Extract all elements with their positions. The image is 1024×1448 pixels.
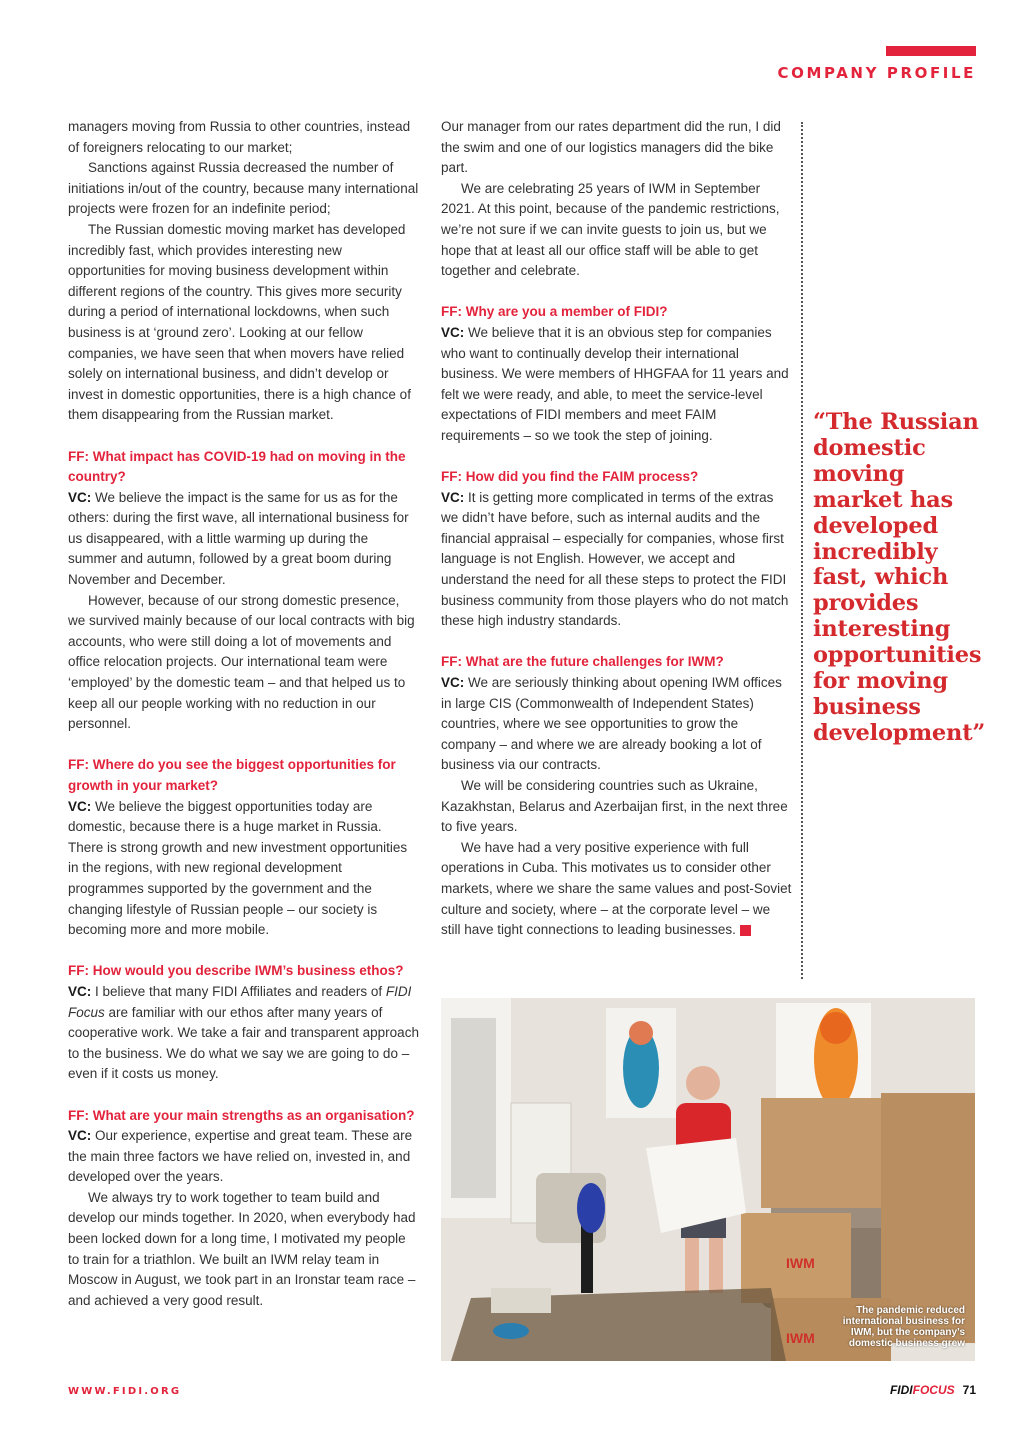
question-heading: FF: Where do you see the biggest opportunities for growth in your market? — [68, 757, 396, 793]
answer-text: I believe that many FIDI Affiliates and readers of — [91, 983, 386, 999]
answer-paragraph — [68, 982, 420, 1085]
photo-caption: The pandemic reduced international business for IWM, but the company’s domestic business grew — [842, 1305, 965, 1349]
middle-column — [441, 117, 793, 941]
answer-paragraph — [441, 323, 793, 447]
answer-paragraph — [68, 1126, 420, 1188]
answer-paragraph — [441, 488, 793, 632]
paragraph: We always try to work together to team build and develop our minds together. In 2020, when everybody had been locked down for a long time, I motivated my people to train for a triathlon. We built an IWM relay team in Moscow in August, we took part in an Ironstar team race – and achieved a very good result. — [68, 1189, 416, 1308]
box-label: IWM — [786, 1255, 815, 1271]
question-heading: FF: What are the future challenges for IWM? — [441, 654, 724, 670]
page-number: 71 — [962, 1383, 976, 1397]
speaker-label: VC: — [68, 798, 92, 814]
paragraph: managers moving from Russia to other countries, instead of foreigners relocating to our market; — [68, 119, 411, 155]
answer-text: We believe that it is an obvious step for companies who want to continually develop their international business. We were members of HHGFAA for 11 years and felt we were ready, and able, to meet the service-level expectations of FIDI members and meet FAIM requirements – so we took the step of joining. — [441, 324, 789, 443]
paragraph — [441, 838, 793, 941]
question-heading: FF: Why are you a member of FIDI? — [441, 304, 668, 320]
answer-text: We believe the impact is the same for us as for the others: during the first wave, all international business for us disappeared, with a little warming up during the summer and autumn, followed by a great boom during November and December. — [68, 489, 409, 588]
box-label: IWM — [786, 1330, 815, 1346]
paragraph: However, because of our strong domestic presence, we survived mainly because of our local contracts with big accounts, who were still doing a lot of movements and office relocation projects. Our international team were ‘employed’ by the domestic team – and that helped us to keep all our people working with no reduction in our personnel. — [68, 592, 415, 732]
speaker-label: VC: — [68, 983, 92, 999]
paragraph: Sanctions against Russia decreased the number of initiations in/out of the country, because many international projects were frozen for an indefinite period; — [68, 160, 419, 217]
publication-name: FIDI Focus — [68, 983, 412, 1020]
answer-text: are familiar with our ethos after many years of cooperative work. We take a fair and transparent approach to the business. We do what we say we are going to do – even if it costs us money. — [68, 1004, 419, 1082]
speaker-label: VC: — [68, 1128, 92, 1144]
question-heading: FF: What are your main strengths as an organisation? — [68, 1107, 415, 1123]
speaker-label: VC: — [68, 489, 92, 505]
pull-quote: “The Russian domestic moving market has developed incredibly fast, which provides interesting opportunities for moving business development” — [813, 409, 986, 746]
left-column — [68, 117, 420, 1311]
question-heading: FF: What impact has COVID-19 had on moving in the country? — [68, 448, 406, 485]
speaker-label: VC: — [441, 324, 465, 340]
footer-url: WWW.FIDI.ORG — [68, 1386, 182, 1397]
answer-paragraph — [68, 488, 420, 591]
article-photo — [441, 998, 975, 1361]
answer-text: We believe the biggest opportunities today are domestic, because there is a huge market in Russia. There is strong growth and new investment opportunities in the regions, with new regional development programmes supported by the government and the changing lifestyle of Russian people – our society is becoming more and more mobile. — [68, 798, 408, 938]
column-divider — [801, 122, 803, 979]
section-label: COMPANY PROFILE — [777, 64, 976, 82]
answer-text: Our experience, expertise and great team. These are the main three factors we have relied on, invested in, and developed over the years. — [68, 1128, 413, 1185]
question-heading: FF: How would you describe IWM’s business ethos? — [68, 963, 404, 979]
answer-text: We are seriously thinking about opening IWM offices in large CIS (Commonwealth of Independent States) countries, where we see opportunities to grow the company – and where we are already booking a lot of business via our contracts. — [441, 675, 782, 773]
paragraph: We are celebrating 25 years of IWM in September 2021. At this point, because of the pandemic restrictions, we’re not sure if we can invite guests to join us, but we hope that at least all our office staff will be able to get together and celebrate. — [441, 180, 780, 279]
speaker-label: VC: — [441, 675, 465, 691]
answer-paragraph — [441, 673, 793, 776]
answer-text: We have had a very positive experience with full operations in Cuba. This motivates us to consider other markets, where we share the same values and post-Soviet culture and society, where – at the corporate level – we still have tight connections to leading businesses. — [441, 839, 792, 938]
answer-text: It is getting more complicated in terms of the extras we didn’t have before, such as internal audits and the financial appraisal – especially for companies, whose first language is not English. However, we accept and understand the need for all these steps to protect the FIDI business community from those players who do not match these high industry standards. — [441, 489, 789, 629]
brand-fidi: FIDI — [889, 1383, 913, 1397]
header-accent-bar — [886, 46, 976, 56]
question-heading: FF: How did you find the FAIM process? — [441, 469, 699, 485]
answer-paragraph — [68, 797, 420, 941]
brand-focus: FOCUS — [912, 1383, 955, 1397]
paragraph: The Russian domestic moving market has developed incredibly fast, which provides interesting new opportunities for moving business development within different regions of the country. This gives more security during a period of international lockdowns, when such business is at ‘ground zero’. Looking at our fellow companies, we have seen that when movers have relied solely on international business, and didn’t develop or invest in domestic opportunities, there is a high chance of them disappearing from the Russian market. — [68, 221, 411, 423]
footer-brand — [890, 1383, 976, 1397]
end-mark-icon: ff — [740, 925, 751, 936]
paragraph: We will be considering countries such as Ukraine, Kazakhstan, Belarus and Azerbaijan first, in the next three to five years. — [441, 778, 788, 835]
paragraph: Our manager from our rates department did the run, I did the swim and one of our logistics managers did the bike part. — [441, 119, 781, 176]
speaker-label: VC: — [441, 489, 465, 505]
